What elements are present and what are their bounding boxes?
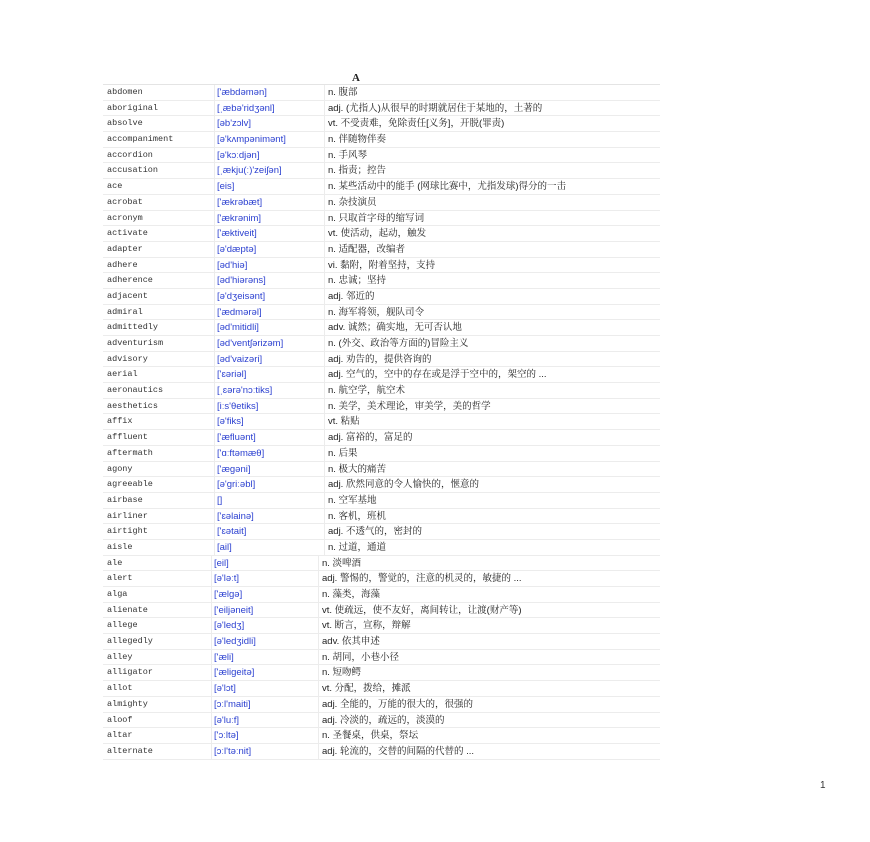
phonetic-cell: ['æli] xyxy=(212,650,319,665)
table-row xyxy=(103,148,660,164)
word-cell: aftermath xyxy=(103,446,215,461)
table-row xyxy=(103,163,660,179)
phonetic-cell: [ə'lɔt] xyxy=(212,681,319,696)
phonetic-cell: [ə'fiks] xyxy=(215,414,325,429)
word-cell: affluent xyxy=(103,430,215,445)
table-row xyxy=(103,179,660,195)
word-cell: admittedly xyxy=(103,320,215,335)
word-cell: alligator xyxy=(103,665,212,680)
table-row xyxy=(103,603,660,619)
definition-cell: n. 海军将领，舰队司令 xyxy=(328,306,425,318)
word-cell: agreeable xyxy=(103,477,215,492)
definition-cell: n. 客机，班机 xyxy=(328,510,387,522)
definition-cell: adj. 轮流的，交替的间隔的代替的 ... xyxy=(322,745,475,757)
phonetic-cell: ['æligeitə] xyxy=(212,665,319,680)
word-cell: allot xyxy=(103,681,212,696)
word-cell: altar xyxy=(103,728,212,743)
word-cell: accompaniment xyxy=(103,132,215,147)
word-cell: allege xyxy=(103,618,212,633)
definition-cell: n. 手风琴 xyxy=(328,149,368,161)
table-row xyxy=(103,116,660,132)
definition-cell: n. 航空学，航空术 xyxy=(328,385,406,397)
table-row xyxy=(103,728,660,744)
phonetic-cell: [ə'dæptə] xyxy=(215,242,325,257)
phonetic-cell: [əd'hiə] xyxy=(215,258,325,273)
table-row xyxy=(103,540,660,556)
definition-cell: adj. 空气的，空中的存在或是浮于空中的，架空的 ... xyxy=(328,369,547,381)
definition-cell: vi. 黏附，附着坚持，支持 xyxy=(328,259,436,271)
table-row xyxy=(103,258,660,274)
phonetic-cell: [ə'ledʒidli] xyxy=(212,634,319,649)
phonetic-cell: ['æfluənt] xyxy=(215,430,325,445)
phonetic-cell: [ə'ledʒ] xyxy=(212,618,319,633)
table-row xyxy=(103,634,660,650)
word-cell: absolve xyxy=(103,116,215,131)
table-row xyxy=(103,509,660,525)
phonetic-cell: ['æktiveit] xyxy=(215,226,325,241)
phonetic-cell: [əd'vaizəri] xyxy=(215,352,325,367)
definition-cell: n. 圣餐桌，供桌，祭坛 xyxy=(322,730,419,742)
table-row xyxy=(103,320,660,336)
definition-cell: n. 过道，通道 xyxy=(328,541,387,553)
definition-cell: n. 杂技演员 xyxy=(328,196,377,208)
definition-cell: n. (外交、政治等方面的)冒险主义 xyxy=(328,338,469,349)
phonetic-cell: [ə'dʒeisənt] xyxy=(215,289,325,304)
phonetic-cell: [ˌɛərə'nɔːtiks] xyxy=(215,383,325,398)
phonetic-cell: [ˌæbə'ridʒənl] xyxy=(215,101,325,116)
phonetic-cell: [iːs'θetiks] xyxy=(215,399,325,414)
phonetic-cell: [ə'griːəbl] xyxy=(215,477,325,492)
definition-cell: vt. 使活动，起动，触发 xyxy=(328,228,427,240)
page-number: 1 xyxy=(820,780,826,791)
word-cell: aesthetics xyxy=(103,399,215,414)
definition-cell: n. 藻类，海藻 xyxy=(322,589,381,600)
phonetic-cell: ['ælgə] xyxy=(212,587,319,602)
phonetic-cell: [] xyxy=(215,493,325,508)
word-cell: acronym xyxy=(103,211,215,226)
definition-cell: n. 短吻鳄 xyxy=(322,667,362,679)
table-row xyxy=(103,414,660,430)
word-cell: almighty xyxy=(103,697,212,712)
table-row xyxy=(103,493,660,509)
table-row xyxy=(103,211,660,227)
table-row xyxy=(103,305,660,321)
table-row xyxy=(103,273,660,289)
definition-cell: vt. 断言，宣称，辩解 xyxy=(322,620,411,632)
table-row xyxy=(103,352,660,368)
word-cell: accordion xyxy=(103,148,215,163)
table-row xyxy=(103,399,660,415)
table-row xyxy=(103,556,660,572)
phonetic-cell: [əd'mitidli] xyxy=(215,320,325,335)
definition-cell: n. 极大的痛苦 xyxy=(328,463,387,475)
phonetic-cell: ['æbdəmən] xyxy=(215,85,325,100)
definition-cell: adv. 依其申述 xyxy=(322,636,380,648)
table-row xyxy=(103,587,660,603)
definition-cell: n. 某些活动中的能手 (网球比赛中，尤指发球)得分的一击 xyxy=(328,181,567,193)
table-row xyxy=(103,242,660,258)
phonetic-cell: [ə'kʌmpənimənt] xyxy=(215,132,325,147)
definition-cell: n. 只取首字母的缩写词 xyxy=(328,212,425,224)
word-cell: alienate xyxy=(103,603,212,618)
word-cell: affix xyxy=(103,414,215,429)
word-cell: alley xyxy=(103,650,212,665)
phonetic-cell: ['ɛəlainə] xyxy=(215,509,325,524)
word-cell: aloof xyxy=(103,713,212,728)
definition-cell: n. 忠诚；坚持 xyxy=(328,275,387,287)
phonetic-cell: [eil] xyxy=(212,556,319,571)
word-cell: abdomen xyxy=(103,85,215,100)
table-row xyxy=(103,289,660,305)
table-row xyxy=(103,226,660,242)
phonetic-cell: [ə'luːf] xyxy=(212,713,319,728)
table-row xyxy=(103,681,660,697)
definition-cell: adv. 诚然；确实地，无可否认地 xyxy=(328,322,462,334)
word-cell: adhere xyxy=(103,258,215,273)
definition-cell: adj. 不透气的，密封的 xyxy=(328,526,422,538)
definition-cell: n. 指责；控告 xyxy=(328,165,387,177)
phonetic-cell: [ɔːl'təːnit] xyxy=(212,744,319,759)
table-row xyxy=(103,195,660,211)
word-cell: aisle xyxy=(103,540,215,555)
word-cell: allegedly xyxy=(103,634,212,649)
word-cell: activate xyxy=(103,226,215,241)
definition-cell: n. 后果 xyxy=(328,447,358,459)
definition-cell: adj. (尤指人)从很早的时期就居住于某地的，土著的 xyxy=(328,102,543,114)
word-cell: alert xyxy=(103,571,212,586)
phonetic-cell: ['ækrəbæt] xyxy=(215,195,325,210)
word-cell: airbase xyxy=(103,493,215,508)
phonetic-cell: [ə'ləːt] xyxy=(212,571,319,586)
phonetic-cell: ['ɑːftəmæθ] xyxy=(215,446,325,461)
word-cell: adjacent xyxy=(103,289,215,304)
table-row xyxy=(103,477,660,493)
word-cell: admiral xyxy=(103,305,215,320)
table-row xyxy=(103,665,660,681)
phonetic-cell: ['ɔːltə] xyxy=(212,728,319,743)
definition-cell: adj. 警惕的，警觉的，注意的机灵的，敏捷的 ... xyxy=(322,573,522,585)
definition-cell: vt. 使疏远，使不友好，离间转让，让渡(财产等) xyxy=(322,604,522,616)
word-cell: ace xyxy=(103,179,215,194)
phonetic-cell: [ail] xyxy=(215,540,325,555)
word-cell: alternate xyxy=(103,744,212,759)
section-heading: A xyxy=(352,72,360,84)
definition-cell: vt. 不受责难，免除责任[义务]，开脱(罪责) xyxy=(328,118,505,130)
definition-cell: n. 伴随物伴奏 xyxy=(328,134,387,146)
table-row xyxy=(103,571,660,587)
phonetic-cell: [əd'hiərəns] xyxy=(215,273,325,288)
phonetic-cell: [əd'ventʃərizəm] xyxy=(215,336,325,351)
word-cell: alga xyxy=(103,587,212,602)
phonetic-cell: ['eiljəneit] xyxy=(212,603,319,618)
definition-cell: n. 淡啤酒 xyxy=(322,557,362,569)
table-row xyxy=(103,462,660,478)
phonetic-cell: [ɔːl'maiti] xyxy=(212,697,319,712)
phonetic-cell: ['ædmərəl] xyxy=(215,305,325,320)
table-row xyxy=(103,650,660,666)
definition-cell: vt. 分配，拨给，摊派 xyxy=(322,683,411,695)
definition-cell: adj. 冷淡的，疏远的，淡漠的 xyxy=(322,714,445,726)
phonetic-cell: ['ægəni] xyxy=(215,462,325,477)
phonetic-cell: ['ɛəriəl] xyxy=(215,367,325,382)
definition-cell: adj. 欣然同意的令人愉快的，惬意的 xyxy=(328,479,479,491)
word-cell: adapter xyxy=(103,242,215,257)
table-row xyxy=(103,383,660,399)
phonetic-cell: [eis] xyxy=(215,179,325,194)
word-cell: accusation xyxy=(103,163,215,178)
table-row xyxy=(103,524,660,540)
definition-cell: adj. 邻近的 xyxy=(328,290,375,302)
table-row xyxy=(103,336,660,352)
table-row xyxy=(103,618,660,634)
definition-cell: adj. 富裕的，富足的 xyxy=(328,432,413,444)
word-cell: agony xyxy=(103,462,215,477)
word-cell: advisory xyxy=(103,352,215,367)
vocabulary-table xyxy=(103,84,660,760)
phonetic-cell: [əb'zɔlv] xyxy=(215,116,325,131)
table-row xyxy=(103,713,660,729)
definition-cell: n. 空军基地 xyxy=(328,494,377,506)
table-row xyxy=(103,697,660,713)
definition-cell: adj. 全能的，万能的很大的，很强的 xyxy=(322,698,473,710)
phonetic-cell: [ˌækju(ː)'zeiʃən] xyxy=(215,163,325,178)
phonetic-cell: ['ækrənim] xyxy=(215,211,325,226)
definition-cell: n. 胡同，小巷小径 xyxy=(322,651,400,663)
phonetic-cell: [ə'kɔːdjən] xyxy=(215,148,325,163)
word-cell: airtight xyxy=(103,524,215,539)
definition-cell: vt. 粘贴 xyxy=(328,416,360,428)
word-cell: adherence xyxy=(103,273,215,288)
table-row xyxy=(103,430,660,446)
word-cell: airliner xyxy=(103,509,215,524)
definition-cell: adj. 劝告的，提供咨询的 xyxy=(328,353,432,365)
table-row xyxy=(103,132,660,148)
word-cell: adventurism xyxy=(103,336,215,351)
word-cell: aeronautics xyxy=(103,383,215,398)
word-cell: aerial xyxy=(103,367,215,382)
definition-cell: n. 腹部 xyxy=(328,87,358,98)
definition-cell: n. 美学，美术理论，审美学，美的哲学 xyxy=(328,400,491,412)
table-row xyxy=(103,744,660,760)
word-cell: ale xyxy=(103,556,212,571)
word-cell: aboriginal xyxy=(103,101,215,116)
definition-cell: n. 适配器，改编者 xyxy=(328,243,406,255)
table-row xyxy=(103,367,660,383)
table-row xyxy=(103,101,660,117)
table-row xyxy=(103,446,660,462)
table-row xyxy=(103,85,660,101)
phonetic-cell: ['ɛətait] xyxy=(215,524,325,539)
word-cell: acrobat xyxy=(103,195,215,210)
